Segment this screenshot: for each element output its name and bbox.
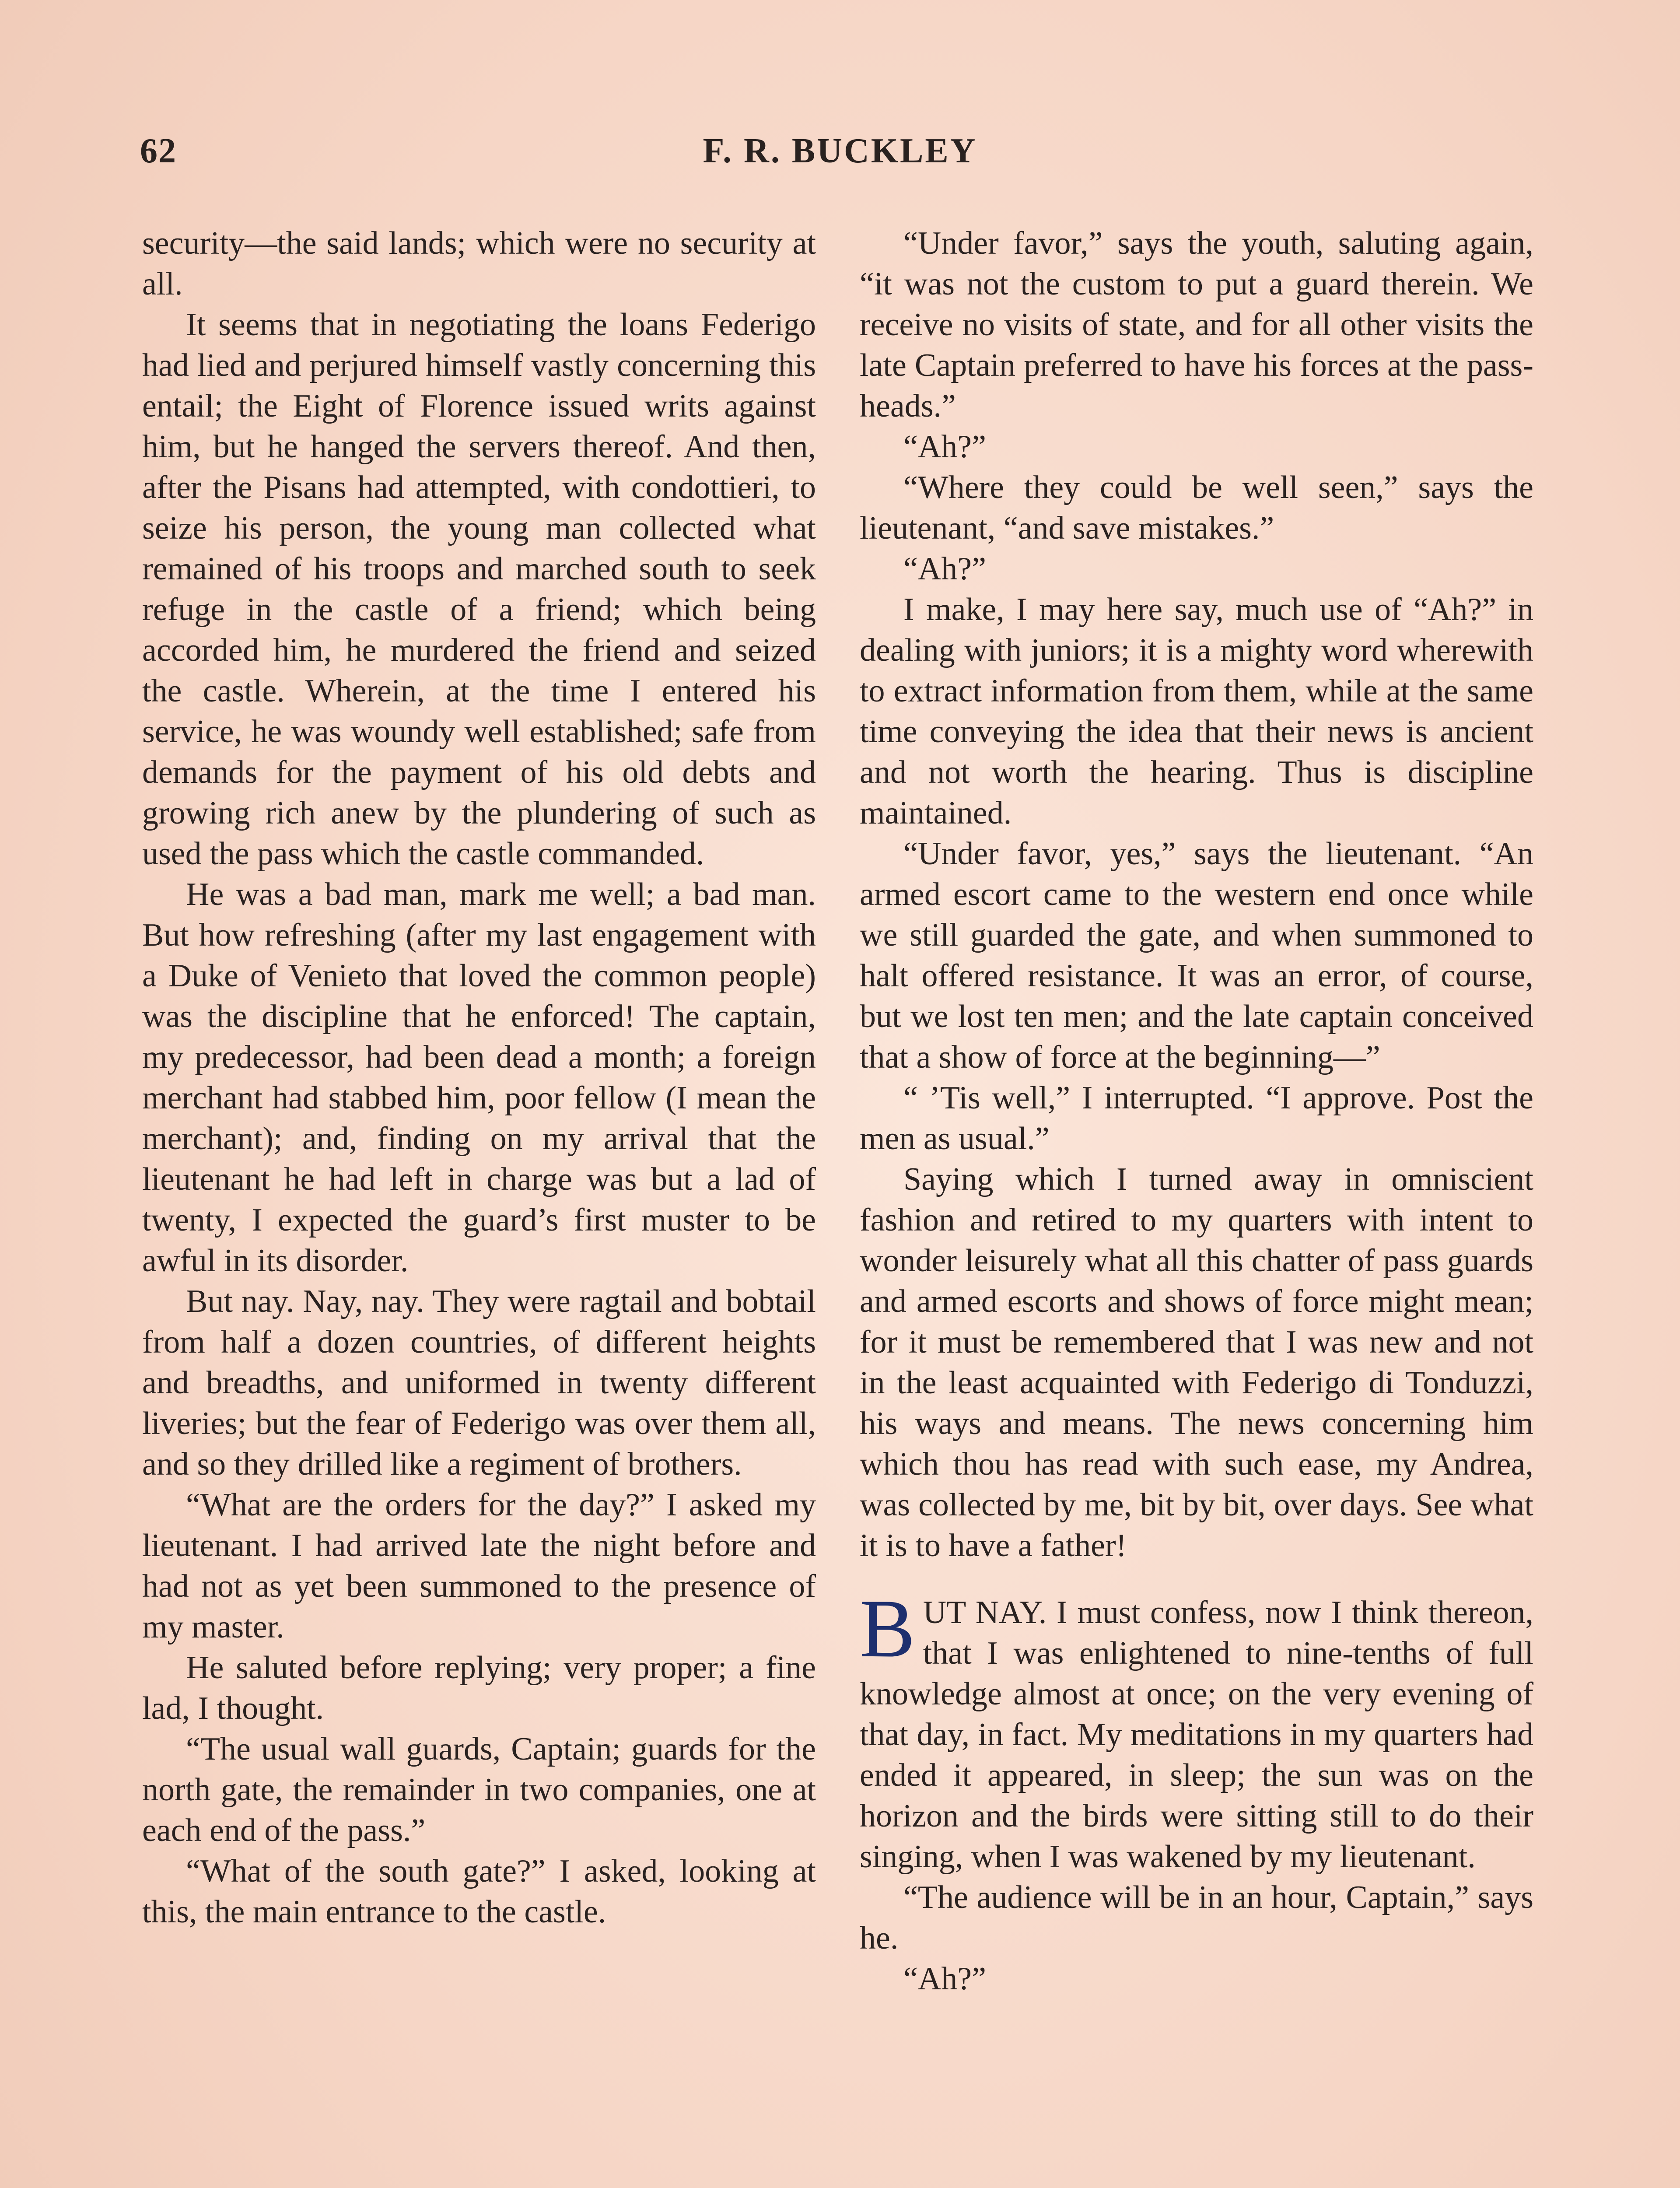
paragraph: It seems that in negotiating the loans Federigo had lied and perjured himself vastly concerning this entail; the Eight of Florence issued writs against him, but he hanged the servers thereof. And then, after the Pisans had attempted, with condottieri, to seize his person, the young man collected what remained of his troops and marched south to seek refuge in the castle of a friend; which being accorded him, he murdered the friend and seized the castle. Wherein, at the time I entered his service, he was woundy well established; safe from demands for the payment of his old debts and growing rich anew by the plundering of such as used the pass which the castle commanded.: [142, 307, 816, 872]
paragraph: I make, I may here say, much use of “Ah?” in dealing with juniors; it is a mighty word wherewith to extract information from them, while at the same time conveying the idea that their news is ancient and not worth the hearing. Thus is discipline maintained.: [860, 592, 1533, 831]
paragraph: “Under favor,” says the youth, saluting again, “it was not the custom to put a guard therein. We receive no visits of state, and for all other visits the late Captain preferred to have his forces at the pass-heads.”: [860, 225, 1533, 424]
left-column: [142, 223, 816, 1932]
paragraph: “The audience will be in an hour, Captain,” says he.: [860, 1879, 1533, 1956]
section-opening-paragraph: [860, 1583, 1533, 1877]
paragraph: “What of the south gate?” I asked, looking at this, the main entrance to the castle.: [142, 1853, 816, 1930]
right-column: [860, 223, 1533, 1999]
paragraph: Saying which I turned away in omniscient fashion and retired to my quarters with intent to wonder leisurely what all this chatter of pass guards and armed escorts and shows of force might mean; for it must be remembered that I was new and not in the least acquainted with Federigo di Tonduzzi, his ways and means. The news concerning him which thou has read with such ease, my Andrea, was collected by me, bit by bit, over days. See what it is to have a father!: [860, 1161, 1533, 1564]
paragraph: He saluted before replying; very proper; a fine lad, I thought.: [142, 1650, 816, 1726]
paragraph: “Under favor, yes,” says the lieutenant. “An armed escort came to the western end once while we still guarded the gate, and when summoned to halt offered resistance. It was an error, of course, but we lost ten men; and the late captain conceived that a show of force at the beginning—”: [860, 836, 1533, 1075]
paragraph: “ ’Tis well,” I interrupted. “I approve. Post the men as usual.”: [860, 1080, 1533, 1157]
page-header: [0, 131, 1680, 184]
paragraph: He was a bad man, mark me well; a bad man. But how refreshing (after my last engagement with a Duke of Venieto that loved the common people) was the discipline that he enforced! The captain, my predecessor, had been dead a month; a foreign merchant had stabbed him, poor fellow (I mean the merchant); and, finding on my arrival that the lieutenant he had left in charge was but a lad of twenty, I expected the guard’s first muster to be awful in its disorder.: [142, 877, 816, 1279]
section-opening-text: UT NAY. I must confess, now I think thereon, that I was enlightened to nine-tenths of full knowledge almost at once; on the very evening of that day, in fact. My meditations in my quarters had ended it appeared, in sleep; the sun was on the horizon and the birds were sitting still to do their singing, when I was wakened by my lieutenant.: [860, 1595, 1533, 1875]
paragraph: “Ah?”: [903, 429, 986, 465]
page-number: 62: [140, 132, 177, 170]
paragraph: “What are the orders for the day?” I asked my lieutenant. I had arrived late the night before and had not as yet been summoned to the presence of my master.: [142, 1487, 816, 1645]
paragraph: “Ah?”: [903, 1961, 986, 1997]
paragraph: “Where they could be well seen,” says the lieutenant, “and save mistakes.”: [860, 470, 1533, 546]
running-head: F. R. BUCKLEY: [703, 132, 977, 170]
paragraph: But nay. Nay, nay. They were ragtail and bobtail from half a dozen countries, of different heights and breadths, and uniformed in twenty different liveries; but the fear of Federigo was over them all, and so they drilled like a regiment of brothers.: [142, 1283, 816, 1482]
drop-cap: B: [860, 1583, 915, 1675]
paragraph: “The usual wall guards, Captain; guards for the north gate, the remainder in two companies, one at each end of the pass.”: [142, 1731, 816, 1848]
paragraph: “Ah?”: [903, 551, 986, 587]
paragraph: security—the said lands; which were no security at all.: [142, 225, 816, 302]
